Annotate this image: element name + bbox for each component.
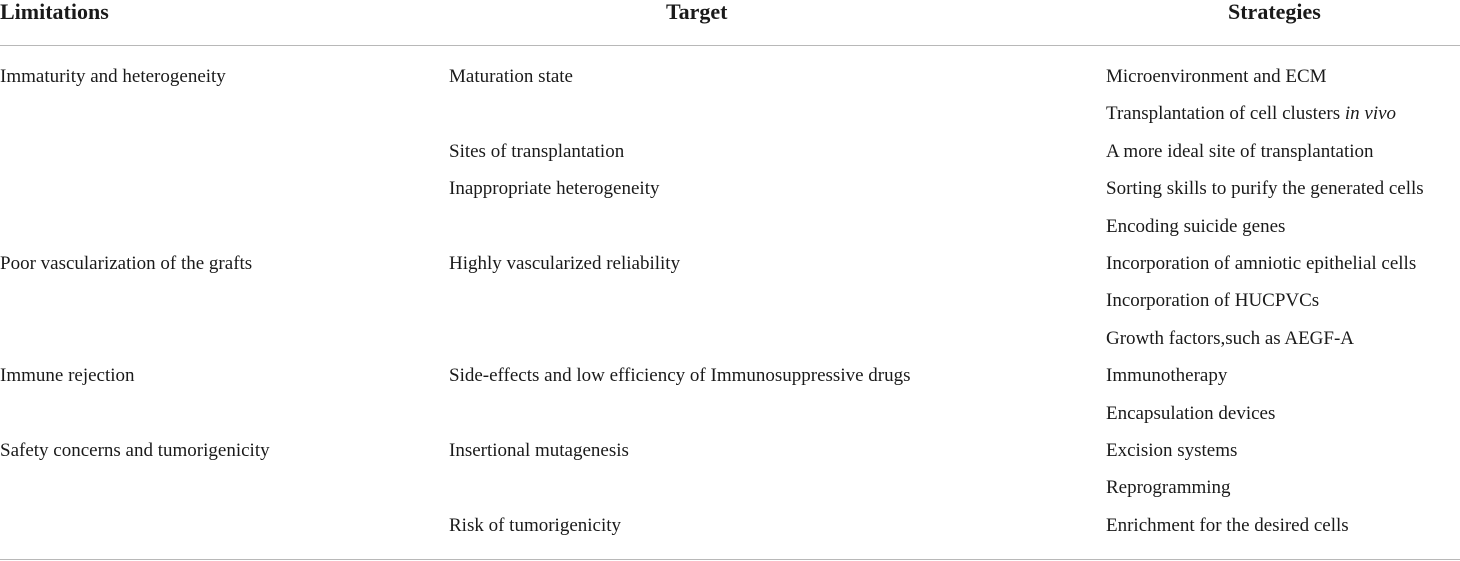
strategy-text: Incorporation of amniotic epithelial cells bbox=[1106, 252, 1417, 274]
table-row bbox=[0, 457, 1460, 499]
table-row bbox=[0, 383, 1460, 424]
table-row bbox=[0, 158, 1460, 200]
limitation-cell: Safety concerns and tumorigenicity bbox=[0, 439, 270, 461]
strategy-text: Growth factors,such as AEGF-A bbox=[1106, 327, 1355, 349]
target-cell: Side-effects and low efficiency of Immunosuppressive drugs bbox=[449, 365, 911, 387]
target-cell: Sites of transplantation bbox=[449, 140, 625, 162]
strategy-text: Immunotherapy bbox=[1106, 365, 1228, 387]
table-body bbox=[0, 46, 1460, 536]
header-target: Target bbox=[666, 0, 728, 24]
strategy-italic-text: in vivo bbox=[1344, 103, 1397, 125]
table-row bbox=[0, 83, 1460, 125]
strategy-text: Enrichment for the desired cells bbox=[1106, 514, 1349, 536]
strategy-text: Transplantation of cell clusters bbox=[1106, 103, 1341, 125]
strategy-text: Excision systems bbox=[1106, 439, 1238, 461]
table-row bbox=[0, 121, 1460, 162]
limitation-cell: Immune rejection bbox=[0, 365, 135, 387]
strategy-text: Microenvironment and ECM bbox=[1106, 66, 1327, 87]
strategy-text: Incorporation of HUCPVCs bbox=[1106, 290, 1320, 312]
target-cell: Insertional mutagenesis bbox=[449, 439, 629, 461]
table-header bbox=[0, 0, 1460, 46]
table-row bbox=[0, 46, 1460, 87]
limitation-cell: Poor vascularization of the grafts bbox=[0, 252, 253, 274]
header-strategies: Strategies bbox=[1228, 0, 1321, 24]
table-row bbox=[0, 196, 1460, 237]
bottom-rule bbox=[0, 559, 1460, 560]
strategy-text: Reprogramming bbox=[1106, 477, 1231, 499]
target-cell: Inappropriate heterogeneity bbox=[449, 178, 660, 200]
strategy-cell bbox=[1106, 515, 1349, 537]
strategy-text: Encapsulation devices bbox=[1106, 402, 1276, 424]
strategy-text: Sorting skills to purify the generated cells bbox=[1106, 178, 1424, 200]
header-limitations: Limitations bbox=[0, 0, 109, 24]
table-row bbox=[0, 495, 1460, 536]
limitation-cell: Immaturity and heterogeneity bbox=[0, 66, 226, 87]
table-row bbox=[0, 233, 1460, 274]
table-row bbox=[0, 420, 1460, 461]
table-row bbox=[0, 270, 1460, 312]
table-row bbox=[0, 308, 1460, 349]
table-row bbox=[0, 345, 1460, 387]
target-cell: Highly vascularized reliability bbox=[449, 252, 681, 274]
target-cell: Risk of tumorigenicity bbox=[449, 514, 622, 536]
strategy-text: A more ideal site of transplantation bbox=[1106, 140, 1374, 162]
target-cell: Maturation state bbox=[449, 66, 573, 87]
strategy-text: Encoding suicide genes bbox=[1106, 215, 1286, 237]
